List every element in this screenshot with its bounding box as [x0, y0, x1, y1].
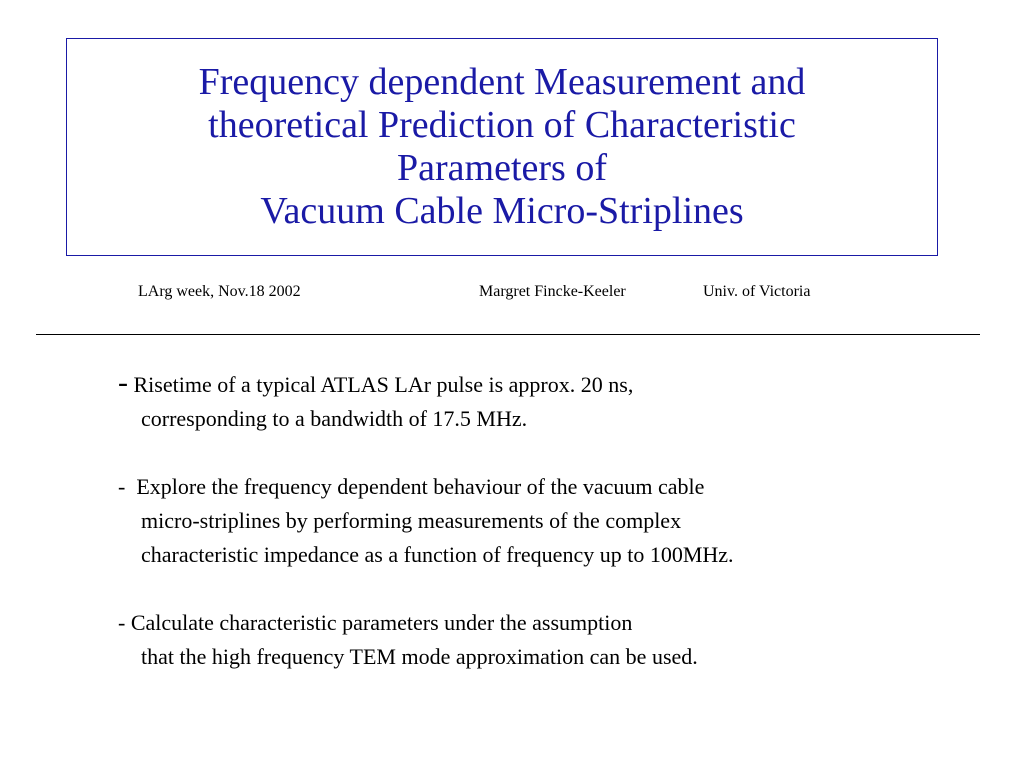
bullet-text-line: that the high frequency TEM mode approximation can be used.	[141, 644, 698, 669]
bullet-item-risetime	[118, 366, 734, 436]
bullet-list	[118, 366, 734, 674]
bullet-text-line: corresponding to a bandwidth of 17.5 MHz.	[141, 406, 528, 431]
bullet-text-line: characteristic impedance as a function of frequency up to 100MHz.	[141, 542, 734, 567]
bullet-item-explore	[118, 470, 734, 572]
title-line-4: Vacuum Cable Micro-Striplines	[260, 190, 744, 232]
affiliation: Univ. of Victoria	[703, 283, 811, 300]
title-line-1: Frequency dependent Measurement and	[198, 61, 806, 103]
bullet-dash: -	[118, 366, 128, 399]
horizontal-divider	[36, 334, 980, 335]
bullet-dash: -	[118, 610, 126, 635]
bullet-dash: -	[118, 474, 126, 499]
bullet-text-line: Explore the frequency dependent behaviour of the vacuum cable	[136, 474, 705, 499]
title-line-2: theoretical Prediction of Characteristic	[208, 104, 796, 146]
title-box	[66, 38, 938, 256]
bullet-item-calculate	[118, 606, 734, 674]
event-date: LArg week, Nov.18 2002	[138, 283, 301, 300]
bullet-text-line: Risetime of a typical ATLAS LAr pulse is approx. 20 ns,	[133, 372, 634, 397]
bullet-text-line: micro-striplines by performing measurements of the complex	[141, 508, 682, 533]
author-name: Margret Fincke-Keeler	[479, 283, 626, 300]
title-line-3: Parameters of	[397, 147, 607, 189]
bullet-text-line: Calculate characteristic parameters under the assumption	[130, 610, 633, 635]
